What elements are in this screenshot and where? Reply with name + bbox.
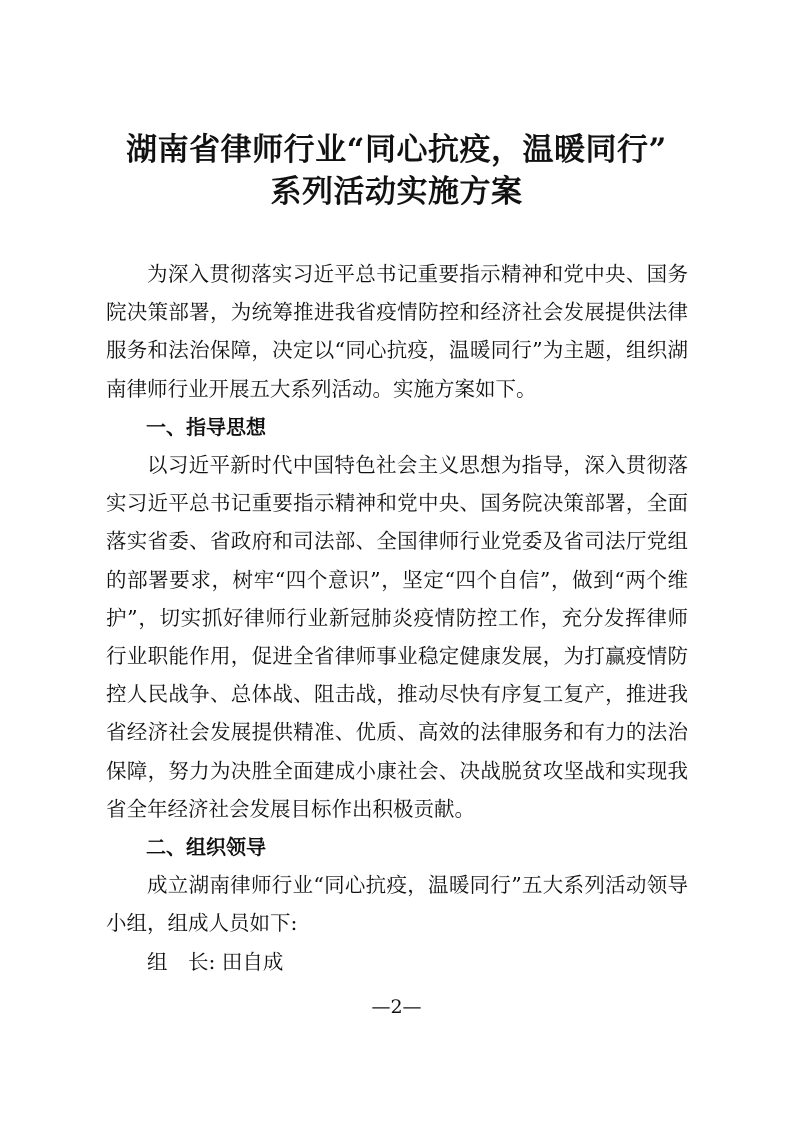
- intro-paragraph: 为深入贯彻落实习近平总书记重要指示精神和党中央、国务院决策部署，为统筹推进我省疫情防控和经济社会发展提供法律服务和法治保障，决定以“同心抗疫，温暖同行”为主题，组织湖南律师行业开展五大系列活动。实施方案如下。: [106, 262, 688, 401]
- guiding-ideology-paragraph: 以习近平新时代中国特色社会主义思想为指导，深入贯彻落实习近平总书记重要指示精神和党中央、国务院决策部署，全面落实省委、省政府和司法部、全国律师行业党委及省司法厅党组的部署要求，树牢“四个意识”，坚定“四个自信”，做到“两个维护”，切实抓好律师行业新冠肺炎疫情防控工作，充分发挥律师行业职能作用，促进全省律师事业稳定健康发展，为打赢疫情防控人民战争、总体战、阻击战，推动尽快有序复工复产，推进我省经济社会发展提供精准、优质、高效的法律服务和有力的法治保障，努力为决胜全面建成小康社会、决战脱贫攻坚战和实现我省全年经济社会发展目标作出积极贡献。: [106, 453, 688, 821]
- document-title-line-1: 湖南省律师行业“同心抗疫，温暖同行”: [126, 132, 667, 168]
- section-heading-organization: 二、组织领导: [146, 835, 266, 860]
- document-body: [106, 255, 688, 981]
- page-number: —2—: [371, 996, 422, 1018]
- group-leader-line: 组 长: 田自成: [147, 949, 284, 974]
- organization-paragraph: 成立湖南律师行业“同心抗疫，温暖同行”五大系列活动领导小组，组成人员如下:: [106, 873, 688, 936]
- document-title-line-2: 系列活动实施方案: [270, 174, 523, 210]
- section-heading-guiding-ideology: 一、指导思想: [146, 414, 266, 439]
